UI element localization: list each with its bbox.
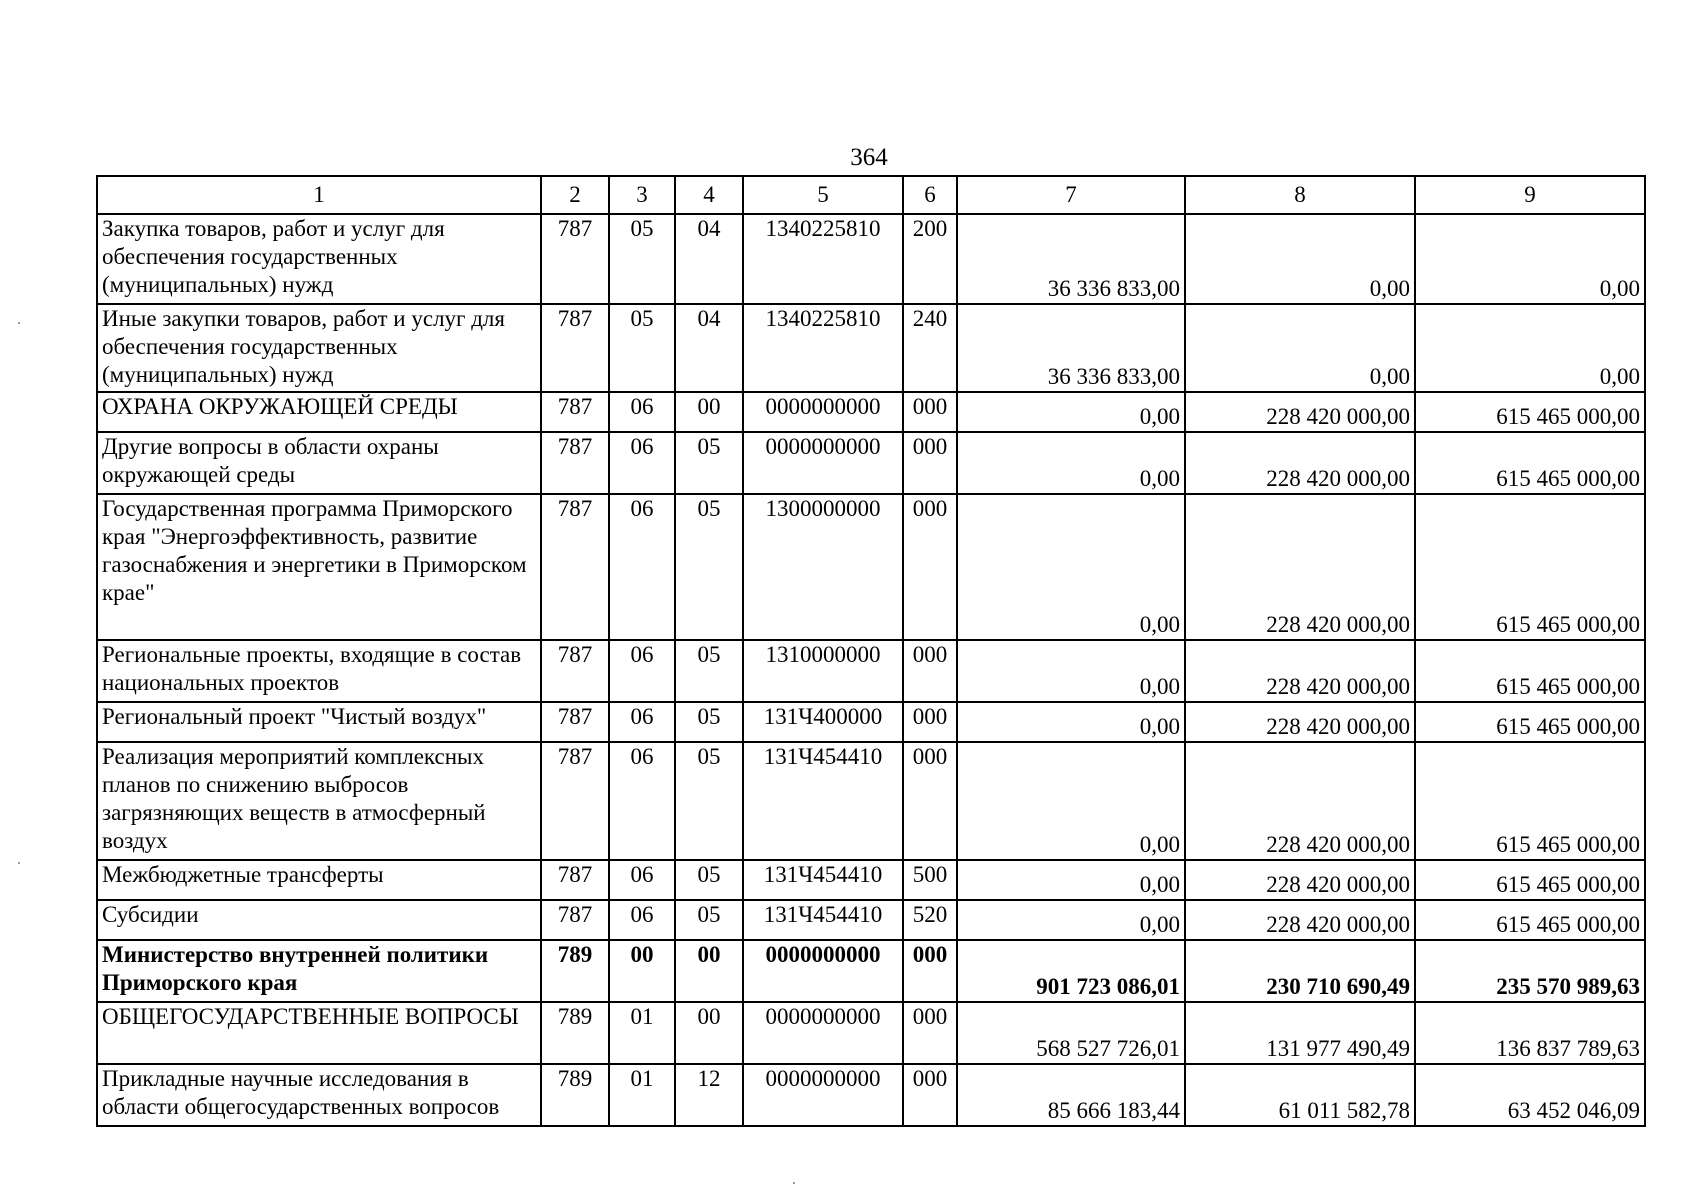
row-code-4: 05 [675,432,743,494]
row-code-5: 131Ч400000 [743,702,903,742]
row-code-2: 789 [541,1002,609,1064]
row-amount-7: 568 527 726,01 [957,1002,1185,1064]
row-code-5: 0000000000 [743,1064,903,1126]
row-code-2: 787 [541,640,609,702]
row-name: Региональные проекты, входящие в состав национальных проектов [97,640,541,702]
row-code-4: 05 [675,494,743,640]
row-code-5: 0000000000 [743,1002,903,1064]
scan-speck [793,1182,795,1184]
table-row [97,432,1645,494]
row-code-2: 789 [541,1064,609,1126]
row-code-6: 520 [903,900,957,940]
row-amount-9: 615 465 000,00 [1415,860,1645,900]
row-code-5: 0000000000 [743,940,903,1002]
row-amount-8: 131 977 490,49 [1185,1002,1415,1064]
row-code-4: 05 [675,900,743,940]
row-amount-7: 0,00 [957,494,1185,640]
row-name: Субсидии [97,900,541,940]
row-amount-7: 36 336 833,00 [957,304,1185,392]
row-code-5: 131Ч454410 [743,742,903,860]
row-amount-9: 615 465 000,00 [1415,392,1645,432]
table-row [97,702,1645,742]
row-name: Министерство внутренней политики Приморского края [97,940,541,1002]
row-code-5: 0000000000 [743,392,903,432]
row-code-6: 200 [903,214,957,304]
table-row [97,940,1645,1002]
row-code-2: 787 [541,214,609,304]
column-header: 1 [97,176,541,214]
column-header: 8 [1185,176,1415,214]
row-amount-9: 0,00 [1415,214,1645,304]
table-row [97,742,1645,860]
row-code-4: 00 [675,392,743,432]
table-row [97,304,1645,392]
row-amount-8: 228 420 000,00 [1185,742,1415,860]
row-amount-7: 0,00 [957,640,1185,702]
row-code-2: 787 [541,304,609,392]
row-code-3: 00 [609,940,675,1002]
row-code-6: 000 [903,940,957,1002]
row-amount-9: 63 452 046,09 [1415,1064,1645,1126]
row-code-3: 05 [609,304,675,392]
row-name: Межбюджетные трансферты [97,860,541,900]
row-code-6: 000 [903,640,957,702]
row-code-5: 131Ч454410 [743,900,903,940]
row-amount-8: 228 420 000,00 [1185,702,1415,742]
column-header: 3 [609,176,675,214]
table-header-row [97,176,1645,214]
table-row [97,900,1645,940]
column-header: 2 [541,176,609,214]
row-code-2: 789 [541,940,609,1002]
row-code-6: 000 [903,702,957,742]
row-code-5: 0000000000 [743,432,903,494]
row-amount-7: 0,00 [957,860,1185,900]
column-header: 5 [743,176,903,214]
table-row [97,214,1645,304]
row-amount-8: 228 420 000,00 [1185,860,1415,900]
row-name: Иные закупки товаров, работ и услуг для обеспечения государственных (муниципальных) нужд [97,304,541,392]
row-code-3: 06 [609,860,675,900]
row-code-6: 000 [903,432,957,494]
row-name: Закупка товаров, работ и услуг для обеспечения государственных (муниципальных) нужд [97,214,541,304]
row-name: ОХРАНА ОКРУЖАЮЩЕЙ СРЕДЫ [97,392,541,432]
row-code-3: 06 [609,392,675,432]
row-name: Региональный проект "Чистый воздух" [97,702,541,742]
row-name: Реализация мероприятий комплексных планов по снижению выбросов загрязняющих веществ в атмосферный воздух [97,742,541,860]
row-amount-7: 0,00 [957,900,1185,940]
row-amount-9: 615 465 000,00 [1415,702,1645,742]
row-amount-8: 228 420 000,00 [1185,432,1415,494]
row-name: Прикладные научные исследования в области общегосударственных вопросов [97,1064,541,1126]
row-code-2: 787 [541,494,609,640]
row-amount-8: 228 420 000,00 [1185,640,1415,702]
row-amount-9: 615 465 000,00 [1415,640,1645,702]
column-header: 9 [1415,176,1645,214]
row-code-4: 05 [675,860,743,900]
row-code-3: 06 [609,432,675,494]
row-code-3: 06 [609,900,675,940]
row-code-2: 787 [541,900,609,940]
row-amount-7: 0,00 [957,742,1185,860]
table-row [97,860,1645,900]
row-code-4: 05 [675,702,743,742]
row-code-5: 1300000000 [743,494,903,640]
row-amount-9: 615 465 000,00 [1415,900,1645,940]
row-code-2: 787 [541,860,609,900]
row-amount-7: 0,00 [957,392,1185,432]
column-header: 6 [903,176,957,214]
row-code-6: 000 [903,392,957,432]
row-name: Государственная программа Приморского края "Энергоэффективность, развитие газоснабжения и энергетики в Приморском крае" [97,494,541,640]
row-amount-8: 0,00 [1185,304,1415,392]
row-amount-9: 235 570 989,63 [1415,940,1645,1002]
row-code-6: 500 [903,860,957,900]
row-code-3: 06 [609,640,675,702]
column-header: 7 [957,176,1185,214]
row-code-4: 05 [675,742,743,860]
row-amount-8: 0,00 [1185,214,1415,304]
page-number: 364 [850,144,888,171]
row-amount-9: 0,00 [1415,304,1645,392]
row-code-5: 131Ч454410 [743,860,903,900]
row-code-6: 000 [903,742,957,860]
row-code-5: 1340225810 [743,214,903,304]
row-code-4: 12 [675,1064,743,1126]
row-code-4: 00 [675,940,743,1002]
row-code-4: 04 [675,214,743,304]
row-code-6: 240 [903,304,957,392]
row-code-3: 06 [609,742,675,860]
budget-table [96,175,1646,1127]
row-code-6: 000 [903,1002,957,1064]
row-code-2: 787 [541,392,609,432]
row-amount-8: 61 011 582,78 [1185,1064,1415,1126]
table-row [97,494,1645,640]
row-code-5: 1340225810 [743,304,903,392]
row-amount-9: 136 837 789,63 [1415,1002,1645,1064]
row-code-3: 06 [609,494,675,640]
row-code-4: 05 [675,640,743,702]
row-code-6: 000 [903,1064,957,1126]
row-amount-7: 36 336 833,00 [957,214,1185,304]
row-code-3: 01 [609,1002,675,1064]
row-amount-7: 0,00 [957,702,1185,742]
row-amount-7: 85 666 183,44 [957,1064,1185,1126]
column-header: 4 [675,176,743,214]
row-name: ОБЩЕГОСУДАРСТВЕННЫЕ ВОПРОСЫ [97,1002,541,1064]
row-amount-7: 901 723 086,01 [957,940,1185,1002]
row-code-5: 1310000000 [743,640,903,702]
row-amount-8: 228 420 000,00 [1185,392,1415,432]
row-code-2: 787 [541,432,609,494]
row-code-3: 01 [609,1064,675,1126]
row-amount-8: 228 420 000,00 [1185,900,1415,940]
row-amount-9: 615 465 000,00 [1415,494,1645,640]
scan-speck [18,322,20,324]
table-row [97,392,1645,432]
row-code-2: 787 [541,742,609,860]
row-code-3: 05 [609,214,675,304]
table-row [97,640,1645,702]
table-row [97,1064,1645,1126]
row-amount-8: 230 710 690,49 [1185,940,1415,1002]
scan-speck [18,862,20,864]
row-amount-8: 228 420 000,00 [1185,494,1415,640]
row-code-4: 04 [675,304,743,392]
table-row [97,1002,1645,1064]
row-amount-7: 0,00 [957,432,1185,494]
row-amount-9: 615 465 000,00 [1415,432,1645,494]
row-name: Другие вопросы в области охраны окружающей среды [97,432,541,494]
row-amount-9: 615 465 000,00 [1415,742,1645,860]
row-code-4: 00 [675,1002,743,1064]
row-code-2: 787 [541,702,609,742]
row-code-3: 06 [609,702,675,742]
row-code-6: 000 [903,494,957,640]
